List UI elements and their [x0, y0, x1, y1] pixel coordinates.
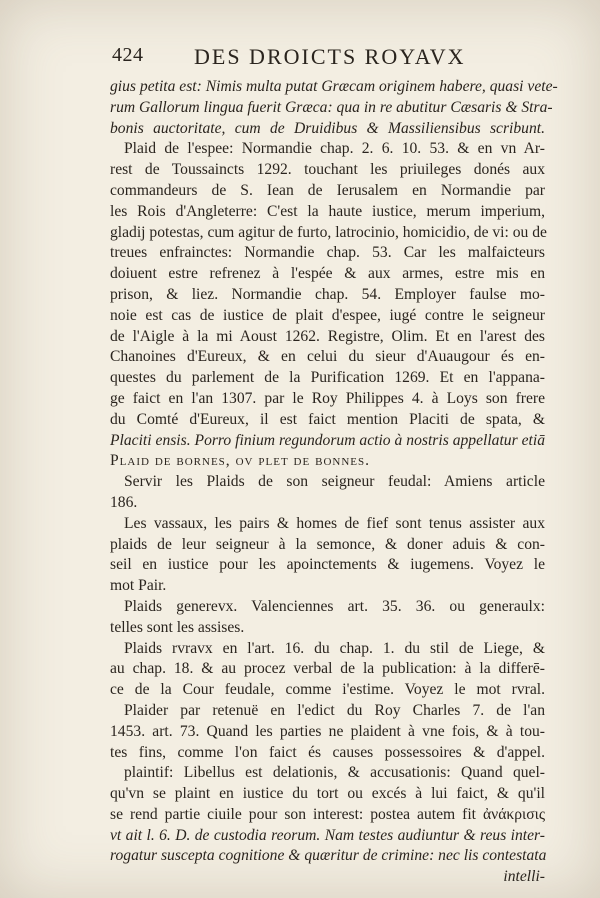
text-line: vt ait l. 6. D. de custodia reorum. Nam testes audiuntur & reus inter-	[110, 826, 545, 844]
body-text	[110, 77, 558, 888]
text-line: intelli-	[503, 868, 545, 886]
text-line: Placiti ensis. Porro finium regundorum actio à nostris appellatur etiā	[110, 431, 545, 449]
text-line: Plaider par retenuë en l'edict du Roy Charles 7. de l'an	[124, 701, 545, 719]
text-line: treues enfrainctes: Normandie chap. 53. Car les malfaicteurs	[110, 244, 545, 262]
text-line: mot Pair.	[110, 577, 167, 595]
text-line: gladij potestas, cum agitur de furto, latrocinio, homicidio, de vi: ou de	[110, 223, 547, 241]
text-line: Servir les Plaids de son seigneur feudal: Amiens article	[124, 473, 545, 491]
text-line: noie est cas de iustice de plait d'espee, iugé contre le seigneur	[110, 306, 545, 324]
text-line: au chap. 18. & au procez verbal de la publication: à la differē-	[110, 660, 545, 678]
text-line: rest de Toussaincts 1292. touchant les priuileges donés aux	[110, 161, 545, 179]
text-line: plaids de leur seigneur à la semonce, & doner aduis & con-	[110, 535, 545, 553]
text-line: ge faict en l'an 1307. par le Roy Philippes 4. à Loys son frere	[110, 389, 545, 407]
text-line: tes fins, comme l'on faict és causes possessoires & d'appel.	[110, 743, 545, 761]
text-line: les Rois d'Angleterre: C'est la haute iustice, merum imperium,	[110, 202, 545, 220]
text-line: rogatur suscepta cognitione & quæritur de crimine: nec lis contestata	[110, 847, 547, 865]
text-line: qu'vn se plaint en iustice du tort ou excés à lui faict, & qu'il	[110, 785, 545, 803]
text-line: Chanoines d'Eureux, & en celui du sieur d'Auaugour és en-	[110, 348, 545, 366]
text-line: telles sont les assises.	[110, 618, 245, 636]
text-line: de l'Aigle à la mi Aoust 1262. Registre, Olim. Et en l'arest des	[110, 327, 545, 345]
text-line: seil en iustice pour les apoinctements & iugemens. Voyez le	[110, 556, 545, 574]
text-line: Plaids rvravx en l'art. 16. du chap. 1. du stil de Liege, &	[124, 639, 545, 657]
text-line: commandeurs de S. Iean de Ierusalem en Normandie par	[110, 181, 545, 199]
text-line: ce de la Cour feudale, comme i'estime. Voyez le mot rvral.	[110, 681, 545, 699]
text-line: bonis auctoritate, cum de Druidibus & Massiliensibus scribunt.	[110, 119, 545, 137]
text-line: questes du parlement de la Purification 1269. Et en l'appana-	[110, 369, 545, 387]
page-header	[112, 44, 532, 74]
text-line: rum Gallorum lingua fuerit Græca: qua in re abutitur Cæsaris & Stra-	[110, 98, 553, 116]
text-line: Plaid de l'espee: Normandie chap. 2. 6. 10. 53. & en vn Ar-	[124, 140, 545, 158]
text-line: 186.	[110, 493, 138, 511]
text-line: Plaids generevx. Valenciennes art. 35. 36. ou generaulx:	[124, 597, 545, 615]
text-line: gius petita est: Nimis multa putat Græcam originem habere, quasi vete-	[110, 78, 558, 95]
text-line: doiuent estre refrenez à l'espée & aux armes, estre mis en	[110, 265, 545, 283]
text-line: 1453. art. 73. Quand les parties ne plaident à vne fois, & à tou-	[110, 722, 545, 740]
text-line: Les vassaux, les pairs & homes de fief sont tenus assister aux	[124, 514, 545, 532]
text-line: Plaid de bornes, ov plet de bonnes.	[110, 452, 371, 470]
running-title: DES DROICTS ROYAVX	[194, 44, 466, 69]
text-line: du Comté d'Eureux, il est faict mention Placiti de spata, &	[110, 410, 545, 428]
text-line: plaintif: Libellus est delationis, & accusationis: Quand quel-	[124, 764, 545, 782]
page-number: 424	[112, 44, 144, 66]
text-line: se rend partie ciuile pour son interest: postea autem fit ἀνάκρισις	[110, 805, 545, 823]
text-line: prison, & liez. Normandie chap. 54. Employer faulse mo-	[110, 285, 545, 303]
